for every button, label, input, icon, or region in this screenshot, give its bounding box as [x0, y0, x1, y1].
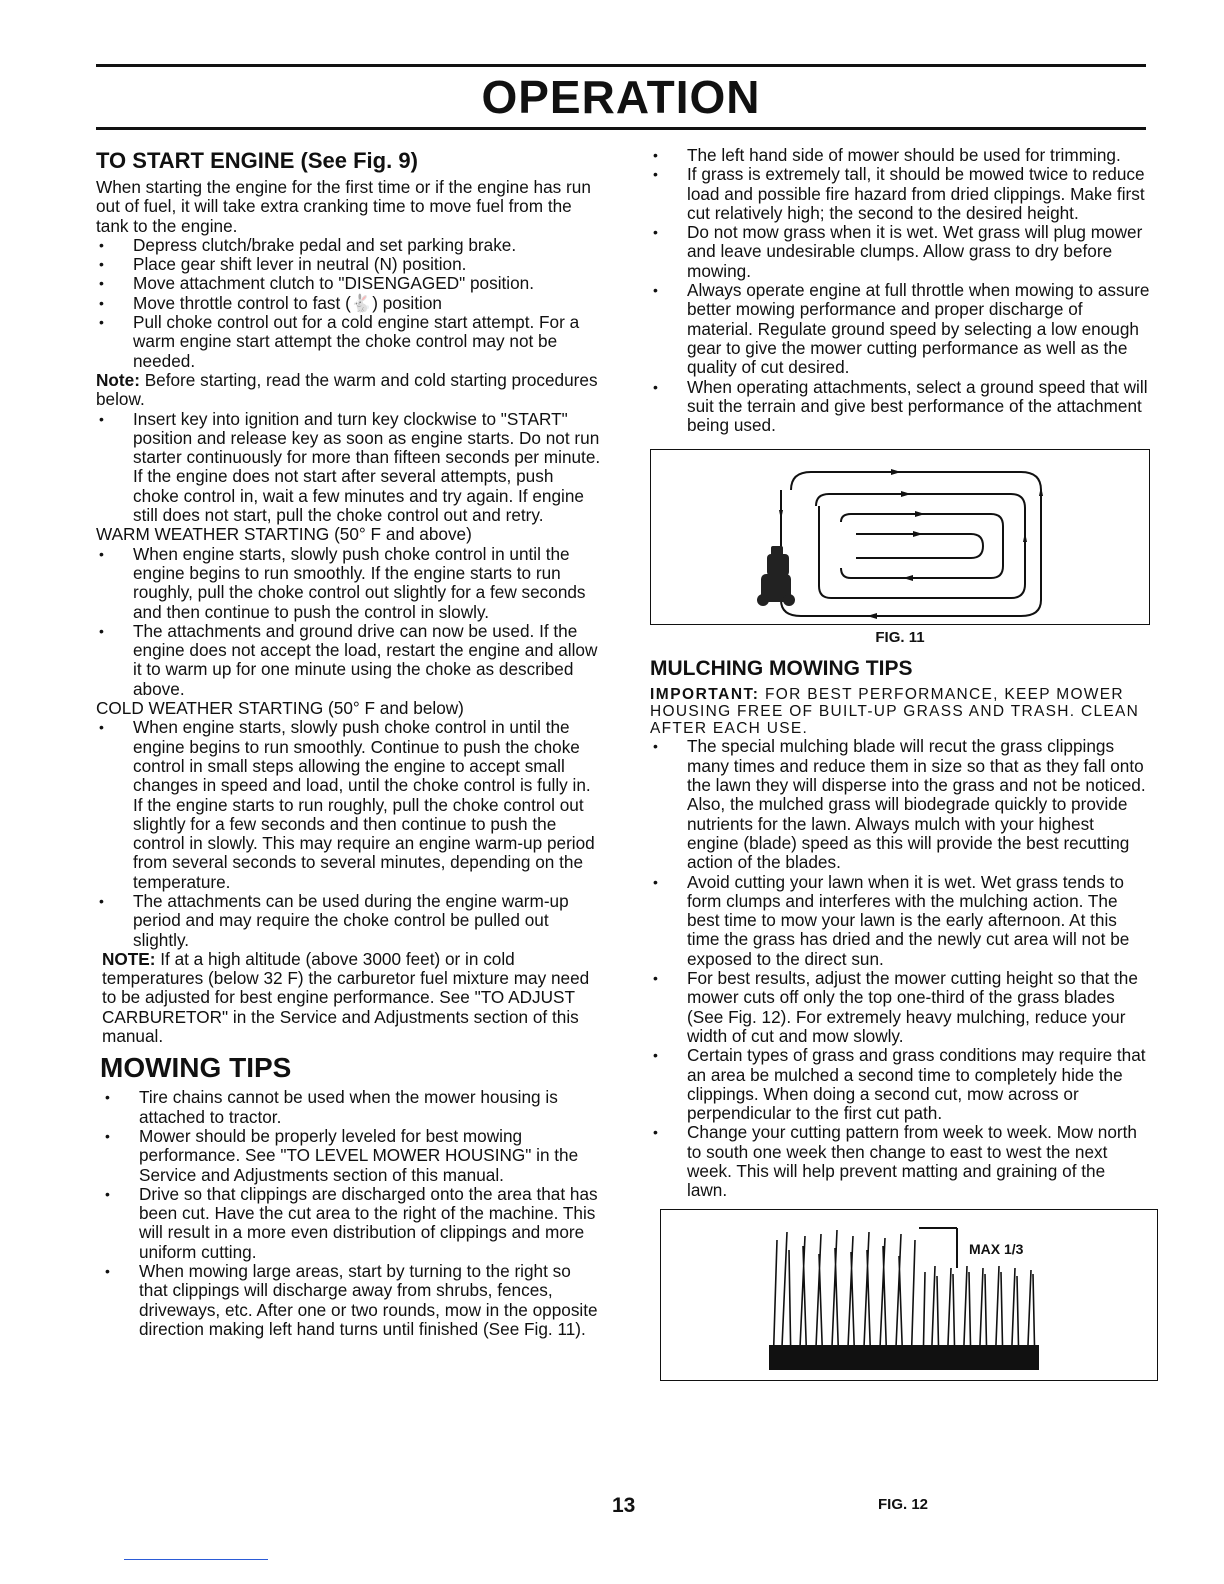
list-item: • The attachments and ground drive can now be used. If the engine does not accept the load, restart the engine and allow it to warm up for one minute using the choke as described above. — [96, 622, 602, 699]
cold-weather-heading: COLD WEATHER STARTING (50° F and below) — [96, 698, 464, 719]
grass-height-diagram — [661, 1210, 1157, 1380]
note-label: Note: — [96, 369, 140, 390]
note-text: Before starting, read the warm and cold starting procedures below. — [96, 369, 598, 410]
start-note — [96, 371, 602, 410]
mulching-heading: MULCHING MOWING TIPS — [650, 657, 913, 681]
warm-weather-heading: WARM WEATHER STARTING (50° F and above) — [96, 524, 472, 545]
mulching-important — [650, 686, 1150, 737]
list-item: • Depress clutch/brake pedal and set parking brake. — [96, 236, 602, 255]
fig12-caption: FIG. 12 — [878, 1496, 929, 1513]
mowing-tips-list — [102, 1088, 602, 1339]
max-third-label: MAX 1/3 — [969, 1240, 1024, 1257]
list-item: • The attachments can be used during the engine warm-up period and may require the choke control be pulled out slightly. — [96, 892, 602, 950]
start-engine-steps — [96, 236, 602, 371]
mowing-tips-heading: MOWING TIPS — [100, 1052, 292, 1084]
footer-link-line — [124, 1559, 268, 1560]
list-item: • Pull choke control out for a cold engine start attempt. For a warm engine start attempt the choke control may not be needed. — [96, 313, 602, 371]
list-item: • Tire chains cannot be used when the mower housing is attached to tractor. — [102, 1088, 602, 1127]
list-item: • When operating attachments, select a ground speed that will suit the terrain and give best performance of the attachment being used. — [650, 378, 1150, 436]
title-underline — [96, 127, 1146, 130]
ignition-steps — [96, 410, 602, 526]
page-number: 13 — [612, 1494, 636, 1517]
mowing-tips-list-continued — [650, 146, 1150, 435]
fig11-mowing-pattern — [650, 449, 1150, 625]
list-item: • When engine starts, slowly push choke control in until the engine begins to run smoothly. Continue to push the choke control in small steps allowing the engine to accept small changes in speed and load, until the choke control is fully in. If the engine starts to run roughly, pull the choke control out slightly for a few seconds and then continue to push the control in slowly. This may require an engine warm-up period from several seconds to several minutes, depending on the temperature. — [96, 718, 602, 892]
important-label: IMPORTANT: — [650, 686, 760, 704]
cold-weather-list — [96, 718, 602, 950]
list-item: • Avoid cutting your lawn when it is wet. Wet grass tends to form clumps and interferes with the mulching action. The best time to mow your lawn is the early afternoon. At this time the grass has dried and the newly cut area will not be exposed to the direct sun. — [650, 873, 1150, 969]
list-item: • Insert key into ignition and turn key clockwise to "START" position and release key as soon as engine starts. Do not run starter continuously for more than fifteen seconds per minute. If the engine does not start after several attempts, push choke control in, wait a few minutes and try again. If engine still does not start, pull the choke control out and retry. — [96, 410, 602, 526]
list-item: • Change your cutting pattern from week to week. Mow north to south one week then change to east to west the next week. This will help prevent matting and graining of the lawn. — [650, 1123, 1150, 1200]
start-engine-heading: TO START ENGINE (See Fig. 9) — [96, 148, 418, 173]
list-item: • Drive so that clippings are discharged onto the area that has been cut. Have the cut area to the right of the machine. This will result in a more even distribution of clippings and more uniform cutting. — [102, 1185, 602, 1262]
left-column — [96, 148, 602, 1339]
mowing-pattern-diagram — [651, 450, 1149, 624]
start-engine-intro: When starting the engine for the first time or if the engine has run out of fuel, it will take extra cranking time to move fuel from the tank to the engine. — [96, 177, 591, 236]
list-item: • Move attachment clutch to "DISENGAGED" position. — [96, 274, 602, 293]
list-item: • When engine starts, slowly push choke control in until the engine begins to run smoothly. If the engine starts to run roughly, pull the choke control out slightly for a few seconds and then continue to push the control in slowly. — [96, 545, 602, 622]
list-item: • The left hand side of mower should be used for trimming. — [650, 146, 1150, 165]
list-item: • Mower should be properly leveled for best mowing performance. See "TO LEVEL MOWER HOUSING" in the Service and Adjustments section of this manual. — [102, 1127, 602, 1185]
list-item: • Move throttle control to fast (🐇) position — [96, 294, 602, 313]
list-item: • Always operate engine at full throttle when mowing to assure better mowing performance and proper discharge of material. Regulate ground speed by selecting a low enough gear to give the mower cutting performance as well as the quality of cut desired. — [650, 281, 1150, 377]
right-column — [650, 146, 1150, 1381]
note-text: If at a high altitude (above 3000 feet) or in cold temperatures (below 32 F) the carburetor fuel mixture may need to be adjusted for best engine performance. See "TO ADJUST CARBURETOR" in the Service and Adjustments section of this manual. — [102, 948, 590, 1047]
top-rule — [96, 64, 1146, 67]
note-label: NOTE: — [102, 948, 156, 969]
list-item: • The special mulching blade will recut the grass clippings many times and reduce them in size so that as they fall onto the lawn they will disperse into the grass and not be noticed. Also, the mulched grass will biodegrade quickly to provide nutrients for the lawn. Always mulch with your highest engine (blade) speed as this will provide the best recutting action of the blades. — [650, 737, 1150, 872]
important-text: FOR BEST PERFORMANCE, KEEP MOWER HOUSING FREE OF BUILT-UP GRASS AND TRASH. CLEAN AFTER EACH USE. — [650, 686, 1140, 738]
list-item: • If grass is extremely tall, it should be mowed twice to reduce load and possible fire hazard from dried clippings. Make first cut relatively high; the second to the desired height. — [650, 165, 1150, 223]
mulching-tips-list — [650, 737, 1150, 1200]
list-item: • Certain types of grass and grass conditions may require that an area be mulched a second time to completely hide the clippings. When doing a second cut, mow across or perpendicular to the first cut path. — [650, 1046, 1150, 1123]
list-item: • When mowing large areas, start by turning to the right so that clippings will discharge away from shrubs, fences, driveways, etc. After one or two rounds, mow in the opposite direction making left hand turns until finished (See Fig. 11). — [102, 1262, 602, 1339]
fig11-caption: FIG. 11 — [875, 629, 925, 647]
list-item: • Do not mow grass when it is wet. Wet grass will plug mower and leave undesirable clumps. Allow grass to dry before mowing. — [650, 223, 1150, 281]
list-item: • For best results, adjust the mower cutting height so that the mower cuts off only the top one-third of the grass blades (See Fig. 12). For extremely heavy mulching, reduce your width of cut and mow slowly. — [650, 969, 1150, 1046]
warm-weather-list — [96, 545, 602, 699]
page-title: OPERATION — [481, 71, 761, 123]
list-item: • Place gear shift lever in neutral (N) position. — [96, 255, 602, 274]
tractor-icon — [757, 546, 795, 606]
fig12-cutting-height — [660, 1209, 1158, 1381]
altitude-note — [102, 950, 602, 1046]
